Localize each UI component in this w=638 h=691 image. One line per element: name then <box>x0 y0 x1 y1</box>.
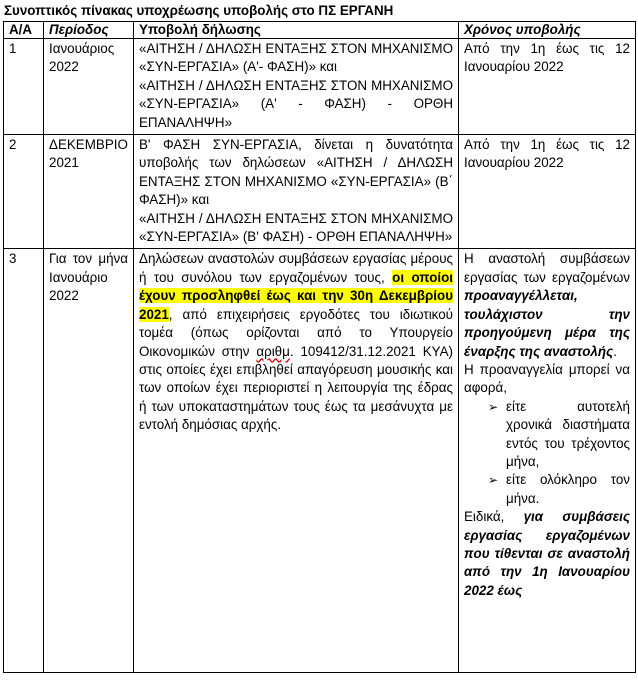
row-number: 1 <box>4 39 44 135</box>
highlighted-text: οι οποίοι έχουν προσληφθεί έως και την 30η Δεκεμβρίου 2021 <box>139 269 453 322</box>
row-submission <box>134 135 459 249</box>
table-row <box>4 39 636 135</box>
row-time <box>459 249 636 673</box>
submission-text: , από επιχειρήσεις εργοδότες του ιδιωτικού τομέα (όπως ορίζονται από το Υπουργείο Οικονομικών στην <box>139 306 453 359</box>
list-item-text: είτε αυτοτελή χρονικά διαστήματα εντός του τρέχοντος μήνα, <box>506 398 630 469</box>
row-period: ΔΕΚΕΜΒΡΙΟ 2021 <box>44 135 134 249</box>
time-bold-text: προαναγγέλλεται, τουλάχιστον την προηγούμενη μέρα της έναρξης της αναστολής <box>464 288 630 359</box>
list-item <box>464 398 630 472</box>
page-title: Συνοπτικός πίνακας υποχρέωσης υποβολής στο ΠΣ ΕΡΓΑΝΗ <box>4 3 394 18</box>
arrow-bullet-icon: ➢ <box>488 473 499 488</box>
submission-text: Δηλώσεων αναστολών συμβάσεων εργασίας μέρους ή του συνόλου των εργαζομένων τους, <box>139 251 453 285</box>
spellcheck-word: αριθμ <box>256 343 290 359</box>
submission-line: «ΑΙΤΗΣΗ / ΔΗΛΩΣΗ ΕΝΤΑΞΗΣ ΣΤΟΝ ΜΗΧΑΝΙΣΜΟ «ΣΥΝ-ΕΡΓΑΣΙΑ» (Α'- ΦΑΣΗ)» και <box>139 41 453 75</box>
submission-line: Β' ΦΑΣΗ ΣΥΝ-ΕΡΓΑΣΙΑ, δίνεται η δυνατότητα υποβολής των δηλώσεων «ΑΙΤΗΣΗ / ΔΗΛΩΣΗ ΕΝΤΑΞΗΣ ΣΤΟΝ ΜΗΧΑΝΙΣΜΟ «ΣΥΝ-ΕΡΓΑΣΙΑ» (Β΄ ΦΑΣΗ)» και <box>139 137 453 208</box>
row-period: Για τον μήνα Ιανουάριο 2022 <box>44 249 134 673</box>
submission-line: «ΑΙΤΗΣΗ / ΔΗΛΩΣΗ ΕΝΤΑΞΗΣ ΣΤΟΝ ΜΗΧΑΝΙΣΜΟ «ΣΥΝ-ΕΡΓΑΣΙΑ» (Β' ΦΑΣΗ) - ΟΡΘΗ ΕΠΑΝΑΛΗΨΗ» <box>139 210 453 245</box>
header-submission: Υποβολή δήλωσης <box>134 22 459 39</box>
header-period: Περίοδος <box>44 22 134 39</box>
submission-paragraph <box>139 250 453 434</box>
table-row <box>4 135 636 249</box>
row-time: Από την 1η έως τις 12 Ιανουαρίου 2022 <box>459 39 636 135</box>
submission-line: «ΑΙΤΗΣΗ / ΔΗΛΩΣΗ ΕΝΤΑΞΗΣ ΣΤΟΝ ΜΗΧΑΝΙΣΜΟ «ΣΥΝ-ΕΡΓΑΣΙΑ» (Α' - ΦΑΣΗ) - ΟΡΘΗ ΕΠΑΝΑΛΗΨΗ» <box>139 77 453 130</box>
summary-table <box>3 21 636 673</box>
time-text: Η αναστολή συμβάσεων εργασίας των εργαζομένων <box>464 251 630 285</box>
row-period: Ιανουάριος 2022 <box>44 39 134 135</box>
time-text: . <box>613 343 617 359</box>
row-number: 2 <box>4 135 44 249</box>
row-submission <box>134 249 459 673</box>
submission-text: . 109412/31.12.2021 ΚΥΑ) στις οποίες έχει επιβληθεί απαγόρευση μουσικής και των οποίων έχει περιοριστεί η λειτουργία της έδρας ή των υποκαταστημάτων τους έως τα μεσάνυχτα με εντολή δημόσιας αρχής. <box>139 343 453 433</box>
time-paragraph <box>464 508 630 600</box>
list-item <box>464 471 630 508</box>
table-header-row <box>4 22 636 39</box>
time-bold-text: για συμβάσεις εργασίας εργαζομένων που τίθενται σε αναστολή από την 1η Ιανουαρίου 2022 έως <box>464 509 630 598</box>
row-time: Από την 1η έως τις 12 Ιανουαρίου 2022 <box>459 135 636 249</box>
time-paragraph <box>464 250 630 360</box>
row-submission <box>134 39 459 135</box>
bullet-list <box>464 398 630 508</box>
header-time: Χρόνος υποβολής <box>459 22 636 39</box>
table-row <box>4 249 636 673</box>
time-paragraph: Η προαναγγελία μπορεί να αφορά, <box>464 361 630 396</box>
row-number: 3 <box>4 249 44 673</box>
list-item-text: είτε ολόκληρο τον μήνα. <box>506 472 630 506</box>
time-text: Ειδικά, <box>464 509 524 525</box>
header-aa: Α/Α <box>4 22 44 39</box>
arrow-bullet-icon: ➢ <box>488 399 499 414</box>
